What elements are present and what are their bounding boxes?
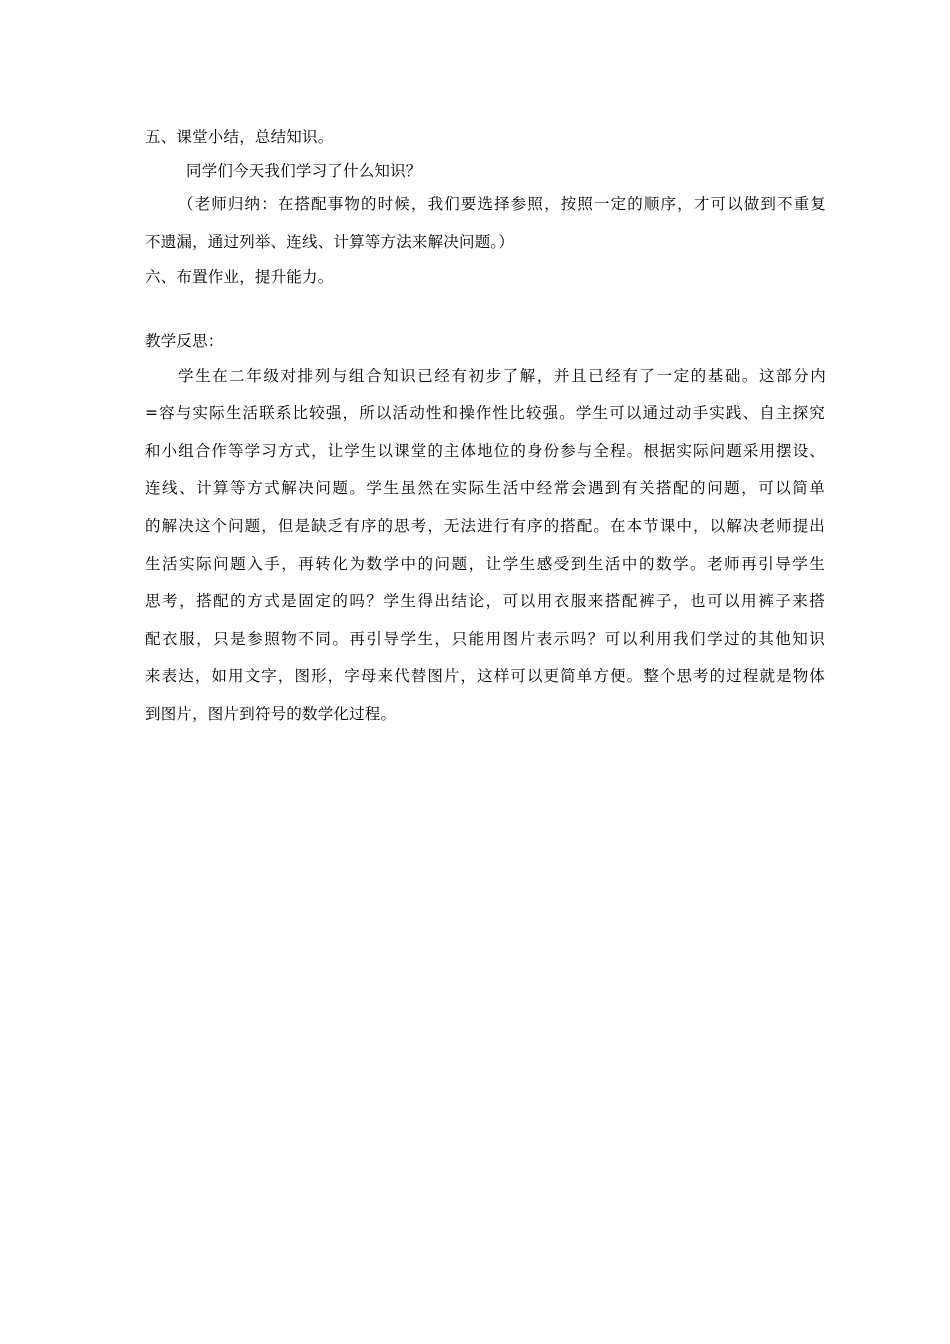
teacher-summary-line-1: （老师归纳：在搭配事物的时候，我们要选择参照，按照一定的顺序，才可以做到不重复 (178, 195, 826, 213)
reflection-line-5: 的解决这个问题，但是缺乏有序的思考，无法进行有序的搭配。在本节课中，以解决老师提出 (145, 517, 825, 535)
reflection-line-9: 来表达，如用文字，图形，字母来代替图片，这样可以更简单方便。整个思考的过程就是物体 (145, 667, 825, 685)
teacher-summary-line-2: 不遗漏，通过列举、连线、计算等方法来解决问题。） (145, 233, 515, 251)
reflection-line-3: 和小组合作等学习方式，让学生以课堂的主体地位的身份参与全程。根据实际问题采用摆设、 (145, 442, 825, 460)
reflection-line-2: =容与实际生活联系比较强，所以活动性和操作性比较强。学生可以通过动手实践、自主探究 (145, 404, 825, 422)
reflection-line-6: 生活实际问题入手，再转化为数学中的问题，让学生感受到生活中的数学。老师再引导学生 (145, 555, 825, 573)
summary-question: 同学们今天我们学习了什么知识？ (186, 162, 422, 180)
section-5-heading: 五、课堂小结，总结知识。 (145, 128, 334, 146)
reflection-heading: 教学反思： (145, 332, 224, 350)
reflection-line-8: 配衣服，只是参照物不同。再引导学生，只能用图片表示吗？可以利用我们学过的其他知识 (145, 630, 825, 648)
reflection-line-1: 学生在二年级对排列与组合知识已经有初步了解，并且已经有了一定的基础。这部分内 (178, 367, 826, 385)
section-6-heading: 六、布置作业，提升能力。 (145, 268, 334, 286)
reflection-line-7: 思考，搭配的方式是固定的吗？学生得出结论，可以用衣服来搭配裤子，也可以用裤子来搭 (145, 592, 825, 610)
reflection-line-4: 连线、计算等方式解决问题。学生虽然在实际生活中经常会遇到有关搭配的问题，可以简单 (145, 479, 825, 497)
reflection-line-10: 到图片，图片到符号的数学化过程。 (145, 705, 397, 723)
